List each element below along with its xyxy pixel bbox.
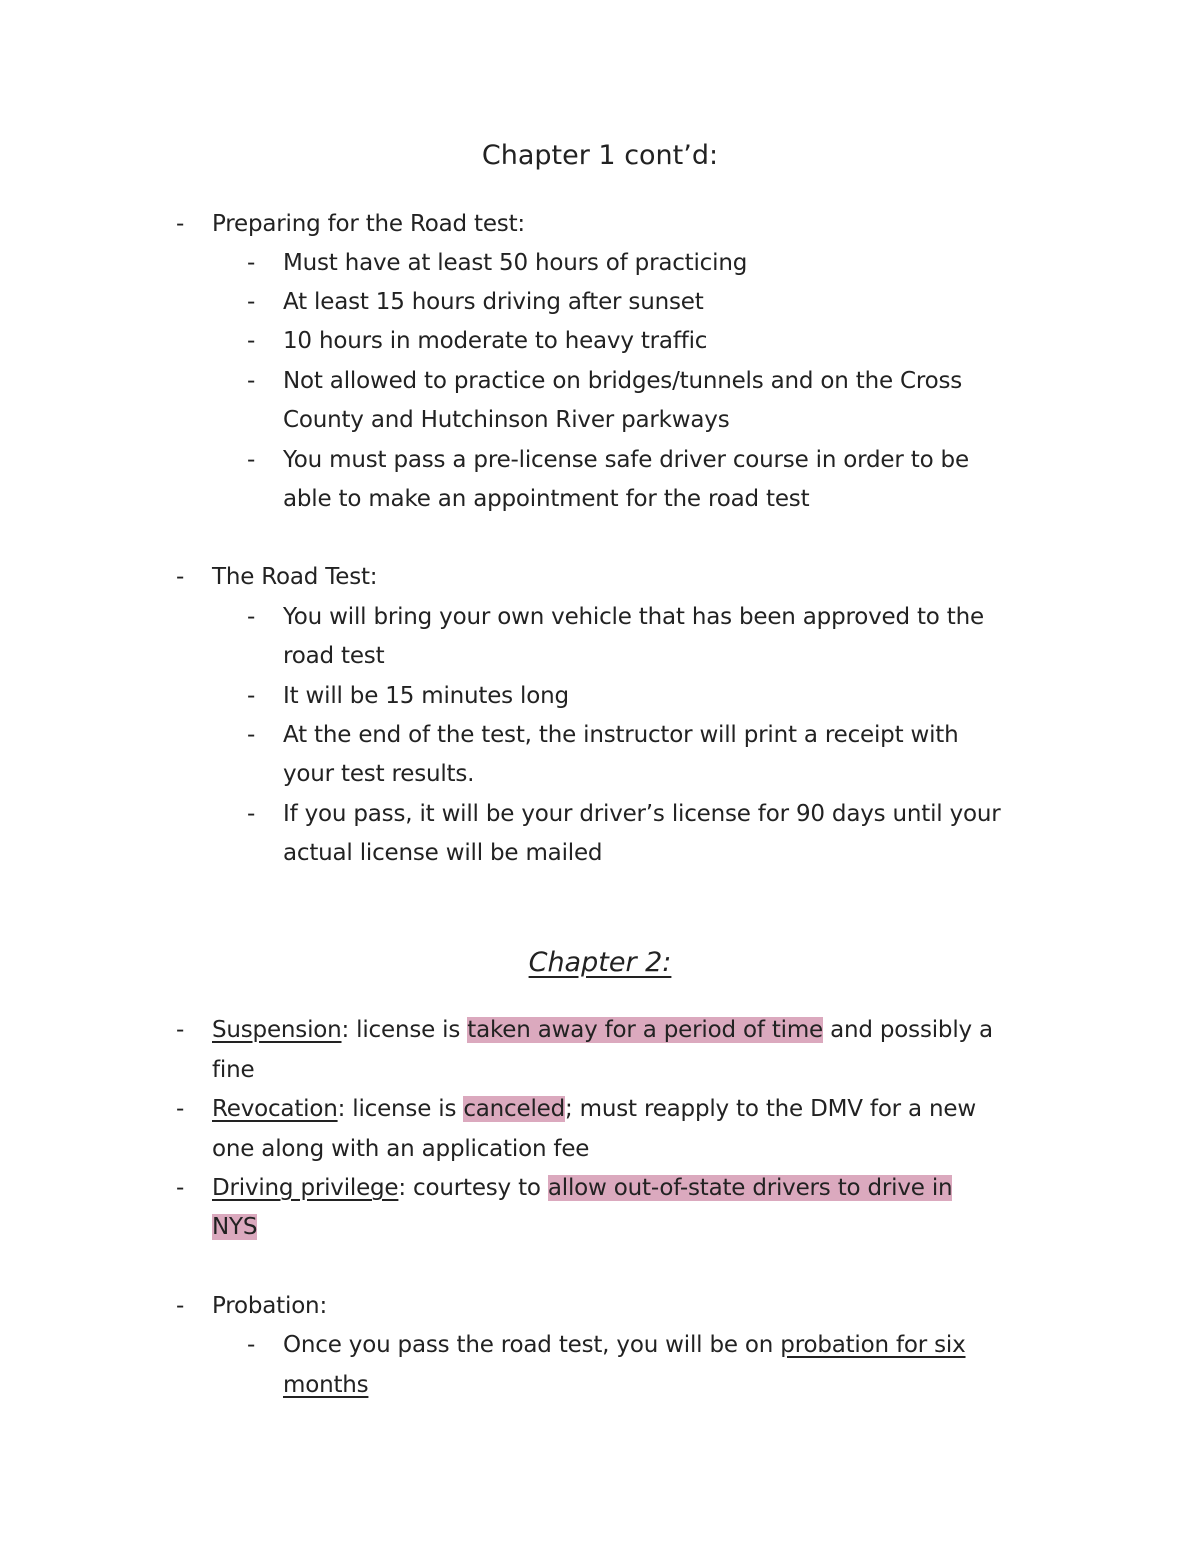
list-item-probation — [176, 1287, 327, 1327]
list-item — [247, 283, 704, 323]
item-text: Not allowed to practice on bridges/tunnels and on the Cross — [283, 368, 963, 394]
definition-text: : license is — [341, 1017, 468, 1043]
item-text: At least 15 hours driving after sunset — [283, 289, 704, 315]
list-item-continuation — [283, 755, 474, 795]
bullet-dash: - — [247, 1332, 256, 1358]
list-item-continuation — [283, 637, 384, 677]
item-text: County and Hutchinson River parkways — [283, 407, 730, 433]
bullet-dash: - — [247, 683, 256, 709]
list-item — [247, 441, 969, 481]
highlighted-text: taken away for a period of time — [467, 1017, 824, 1043]
chapter-2-title: Chapter 2: — [528, 947, 672, 978]
item-text: You will bring your own vehicle that has been approved to the — [283, 604, 984, 630]
bullet-dash: - — [176, 1017, 185, 1043]
definition-text: : license is — [337, 1096, 464, 1122]
list-item-preparing — [176, 205, 525, 245]
list-item-continuation — [283, 834, 602, 874]
highlighted-text: NYS — [212, 1214, 258, 1240]
definition-text: : courtesy to — [398, 1175, 548, 1201]
bullet-dash: - — [247, 447, 256, 473]
list-item-suspension — [176, 1011, 993, 1051]
list-item-continuation — [212, 1051, 254, 1091]
bullet-dash: - — [176, 564, 185, 590]
highlighted-text: allow out-of-state drivers to drive in — [547, 1175, 953, 1201]
list-item-continuation — [283, 480, 809, 520]
list-item-continuation — [212, 1130, 589, 1170]
item-text: Once you pass the road test, you will be on — [283, 1332, 781, 1358]
bullet-dash: - — [247, 289, 256, 315]
list-item-continuation — [283, 401, 730, 441]
road-test-heading: The Road Test: — [212, 564, 378, 590]
list-item-driving-privilege — [176, 1169, 953, 1209]
item-text: able to make an appointment for the road test — [283, 486, 810, 512]
bullet-dash: - — [176, 211, 185, 237]
list-item-continuation — [212, 1208, 257, 1248]
list-item-road-test — [176, 558, 378, 598]
bullet-dash: - — [176, 1175, 185, 1201]
list-item — [247, 795, 1001, 835]
highlighted-text: canceled — [463, 1096, 565, 1122]
list-item — [247, 1326, 966, 1366]
item-text: 10 hours in moderate to heavy traffic — [283, 328, 708, 354]
list-item — [247, 244, 748, 284]
bullet-dash: - — [247, 250, 256, 276]
bullet-dash: - — [247, 368, 256, 394]
item-text: It will be 15 minutes long — [283, 683, 569, 709]
bullet-dash: - — [176, 1293, 185, 1319]
list-item — [247, 677, 569, 717]
item-text: If you pass, it will be your driver’s license for 90 days until your — [283, 801, 1001, 827]
list-item — [247, 362, 963, 402]
definition-text: and possibly a — [823, 1017, 993, 1043]
definition-text: fine — [212, 1057, 255, 1083]
list-item-revocation — [176, 1090, 976, 1130]
bullet-dash: - — [247, 722, 256, 748]
item-text: your test results. — [283, 761, 475, 787]
underlined-text: months — [283, 1372, 369, 1398]
list-item — [247, 598, 984, 638]
term-suspension: Suspension — [212, 1017, 342, 1043]
bullet-dash: - — [176, 1096, 185, 1122]
item-text: At the end of the test, the instructor will print a receipt with — [283, 722, 959, 748]
item-text: Must have at least 50 hours of practicing — [283, 250, 748, 276]
term-driving-privilege: Driving privilege — [212, 1175, 399, 1201]
probation-heading: Probation: — [212, 1293, 327, 1319]
definition-text: ; must reapply to the DMV for a new — [565, 1096, 976, 1122]
bullet-dash: - — [247, 801, 256, 827]
underlined-text: probation for six — [780, 1332, 966, 1358]
item-text: road test — [283, 643, 385, 669]
list-item — [247, 716, 959, 756]
chapter-1-title: Chapter 1 cont’d: — [481, 140, 719, 171]
term-revocation: Revocation — [212, 1096, 338, 1122]
item-text: You must pass a pre-license safe driver course in order to be — [283, 447, 969, 473]
bullet-dash: - — [247, 328, 256, 354]
preparing-heading: Preparing for the Road test: — [212, 211, 525, 237]
list-item — [247, 322, 708, 362]
bullet-dash: - — [247, 604, 256, 630]
list-item-continuation — [283, 1366, 368, 1406]
item-text: actual license will be mailed — [283, 840, 603, 866]
definition-text: one along with an application fee — [212, 1136, 590, 1162]
